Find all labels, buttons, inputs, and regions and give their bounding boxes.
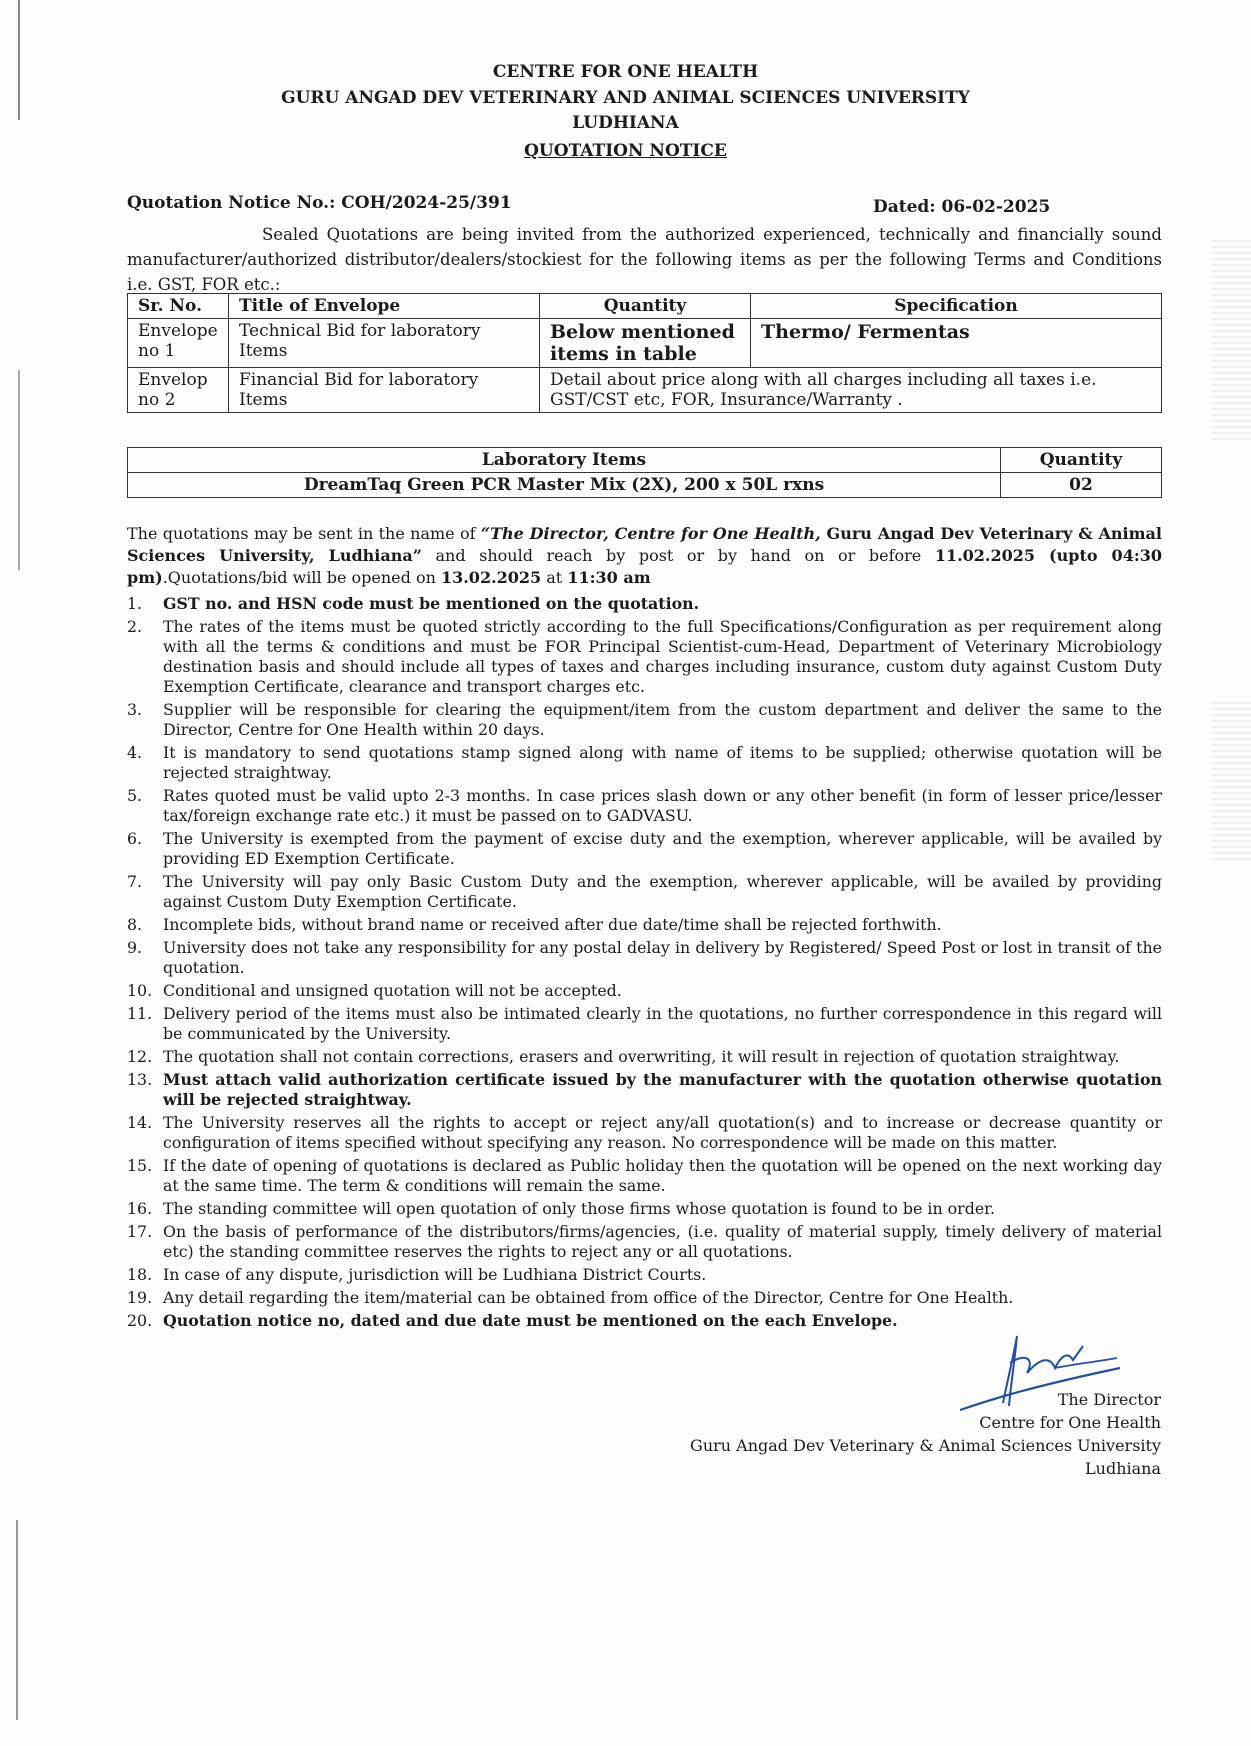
table-row (128, 368, 1162, 413)
item-text: It is mandatory to send quotations stamp signed along with name of items to be supplied; otherwise quotation will be rejected straightway. (163, 743, 1162, 782)
item-text: Quotation notice no, dated and due date must be mentioned on the each Envelope. (163, 1311, 898, 1330)
item-number: 11. (127, 1004, 153, 1023)
item-text: Conditional and unsigned quotation will not be accepted. (163, 981, 622, 1000)
list-item (127, 915, 1162, 935)
notice-number: Quotation Notice No.: COH/2024-25/391 (127, 193, 512, 213)
table-cell: Envelope no 1 (128, 319, 229, 368)
item-text: The quotation shall not contain corrections, erasers and overwriting, it will result in rejection of quotation straightway. (163, 1047, 1120, 1066)
table-cell: 02 (1001, 473, 1162, 498)
item-text: Rates quoted must be valid upto 2-3 months. In case prices slash down or any other benefit (in form of lesser price/lesser tax/foreign exchange rate etc.) it must be passed on to GADVASU. (163, 786, 1162, 825)
submission-paragraph (127, 523, 1162, 589)
item-text: Delivery period of the items must also be intimated clearly in the quotations, no further correspondence in this regard will be communicated by the University. (163, 1004, 1162, 1043)
item-number: 9. (127, 938, 143, 957)
table-cell: Below mentioned items in table (540, 319, 751, 368)
item-number: 17. (127, 1222, 153, 1241)
document-title: QUOTATION NOTICE (524, 141, 727, 161)
item-text: The University is exempted from the payment of excise duty and the exemption, wherever applicable, will be availed by providing ED Exemption Certificate. (163, 829, 1162, 868)
addressee: “The Director, Centre for One Health, (480, 524, 821, 543)
item-text: The University reserves all the rights to accept or reject any/all quotation(s) and to increase or decrease quantity or configuration of items specified without specifying any reason. No correspondence will be made on this matter. (163, 1113, 1162, 1152)
item-text: Incomplete bids, without brand name or received after due date/time shall be rejected forthwith. (163, 915, 942, 934)
list-item (127, 743, 1162, 783)
list-item (127, 938, 1162, 978)
column-header: Specification (751, 294, 1162, 319)
item-text: Must attach valid authorization certificate issued by the manufacturer with the quotation otherwise quotation will be rejected straightway. (163, 1070, 1162, 1109)
item-number: 7. (127, 872, 143, 891)
list-item (127, 981, 1162, 1001)
list-item (127, 1156, 1162, 1196)
item-number: 10. (127, 981, 153, 1000)
list-item (127, 617, 1162, 697)
list-item (127, 700, 1162, 740)
column-header: Quantity (1001, 448, 1162, 473)
item-text: GST no. and HSN code must be mentioned on the quotation. (163, 594, 700, 613)
text-span: at (541, 568, 568, 587)
list-item (127, 1288, 1162, 1308)
table-cell: Financial Bid for laboratory Items (229, 368, 540, 413)
table-row (128, 319, 1162, 368)
list-item (127, 786, 1162, 826)
scan-artifact (16, 1520, 18, 1720)
list-item (127, 594, 1162, 614)
envelope-table (127, 293, 1162, 413)
item-number: 3. (127, 700, 143, 719)
item-text: Any detail regarding the item/material can be obtained from office of the Director, Centre for One Health. (163, 1288, 1014, 1307)
opening-date: 13.02.2025 (440, 568, 542, 587)
item-text: Supplier will be responsible for clearing the equipment/item from the custom department and deliver the same to the Director, Centre for One Health within 20 days. (163, 700, 1162, 739)
column-header: Quantity (540, 294, 751, 319)
items-table (127, 447, 1162, 498)
list-item (127, 829, 1162, 869)
item-number: 6. (127, 829, 143, 848)
list-item (127, 1199, 1162, 1219)
table-cell: Thermo/ Fermentas (751, 319, 1162, 368)
signatory-city: Ludhiana (1085, 1459, 1161, 1478)
scan-artifact (1211, 240, 1251, 440)
item-number: 1. (127, 594, 143, 613)
list-item (127, 1004, 1162, 1044)
column-header: Sr. No. (128, 294, 229, 319)
item-text: In case of any dispute, jurisdiction will be Ludhiana District Courts. (163, 1265, 707, 1284)
item-number: 15. (127, 1156, 153, 1175)
scan-artifact (18, 370, 20, 570)
item-number: 18. (127, 1265, 153, 1284)
item-text: The University will pay only Basic Custom Duty and the exemption, wherever applicable, will be availed by providing against Custom Duty Exemption Certificate. (163, 872, 1162, 911)
text-span: The quotations may be sent in the name of (127, 524, 481, 543)
list-item (127, 1222, 1162, 1262)
item-number: 5. (127, 786, 143, 805)
item-number: 2. (127, 617, 143, 636)
intro-paragraph: Sealed Quotations are being invited from the authorized experienced, technically and financially sound manufacturer/authorized distributor/dealers/stockiest for the following items as per the following Terms and Conditions i.e. GST, FOR etc.: (127, 225, 1162, 294)
list-item (127, 1047, 1162, 1067)
signatory-dept: Centre for One Health (979, 1413, 1161, 1432)
opening-time: 11:30 am (567, 568, 651, 587)
org-name: CENTRE FOR ONE HEALTH (492, 62, 759, 82)
text-span: Guru Angad Dev Veterinary & Animal Sciences University, Ludhiana” (127, 524, 1162, 565)
university-name: GURU ANGAD DEV VETERINARY AND ANIMAL SCIENCES UNIVERSITY (281, 88, 970, 108)
item-text: On the basis of performance of the distributors/firms/agencies, (i.e. quality of material supply, timely delivery of material etc) the standing committee reserves the rights to reject any or all quotations. (163, 1222, 1162, 1261)
column-header: Title of Envelope (229, 294, 540, 319)
table-row (128, 473, 1162, 498)
column-header: Laboratory Items (128, 448, 1001, 473)
list-item (127, 1113, 1162, 1153)
text-span: .Quotations/bid will be opened on (162, 568, 441, 587)
item-text: University does not take any responsibility for any postal delay in delivery by Registered/ Speed Post or lost in transit of the quotation. (163, 938, 1162, 977)
table-cell: Technical Bid for laboratory Items (229, 319, 540, 368)
table-cell: DreamTaq Green PCR Master Mix (2X), 200 x 50L rxns (128, 473, 1001, 498)
table-cell: Envelop no 2 (128, 368, 229, 413)
item-text: The standing committee will open quotation of only those firms whose quotation is found to be in order. (163, 1199, 996, 1218)
item-number: 19. (127, 1288, 153, 1307)
city-name: LUDHIANA (572, 113, 679, 133)
list-item (127, 872, 1162, 912)
signatory-university: Guru Angad Dev Veterinary & Animal Sciences University (690, 1436, 1161, 1455)
table-header-row (128, 448, 1162, 473)
list-item (127, 1265, 1162, 1285)
item-number: 14. (127, 1113, 153, 1132)
item-text: If the date of opening of quotations is declared as Public holiday then the quotation will be opened on the next working day at the same time. The term & conditions will remain the same. (163, 1156, 1162, 1195)
item-number: 12. (127, 1047, 153, 1066)
text-span: and should reach by post or by hand on or before (421, 546, 935, 565)
item-number: 16. (127, 1199, 153, 1218)
table-cell: Detail about price along with all charges including all taxes i.e. GST/CST etc, FOR, Insurance/Warranty . (540, 368, 1162, 413)
scan-artifact (1211, 700, 1251, 860)
notice-date: Dated: 06-02-2025 (873, 197, 1051, 217)
table-header-row (128, 294, 1162, 319)
item-number: 13. (127, 1070, 153, 1089)
signatory-title: The Director (1057, 1390, 1161, 1409)
list-item (127, 1070, 1162, 1110)
item-number: 8. (127, 915, 143, 934)
item-number: 20. (127, 1311, 153, 1330)
item-number: 4. (127, 743, 143, 762)
terms-list (127, 594, 1162, 1334)
item-text: The rates of the items must be quoted strictly according to the full Specifications/Configuration as per requirement along with all the terms & conditions and must be FOR Principal Scientist-cum-Head, Department of Veterinary Microbiology destination basis and should include all types of taxes and charges including insurance, custom duty against Custom Duty Exemption Certificate, clearance and transport charges etc. (163, 617, 1162, 696)
due-date: 11.02.2025 (upto 04:30 pm) (127, 546, 1162, 587)
